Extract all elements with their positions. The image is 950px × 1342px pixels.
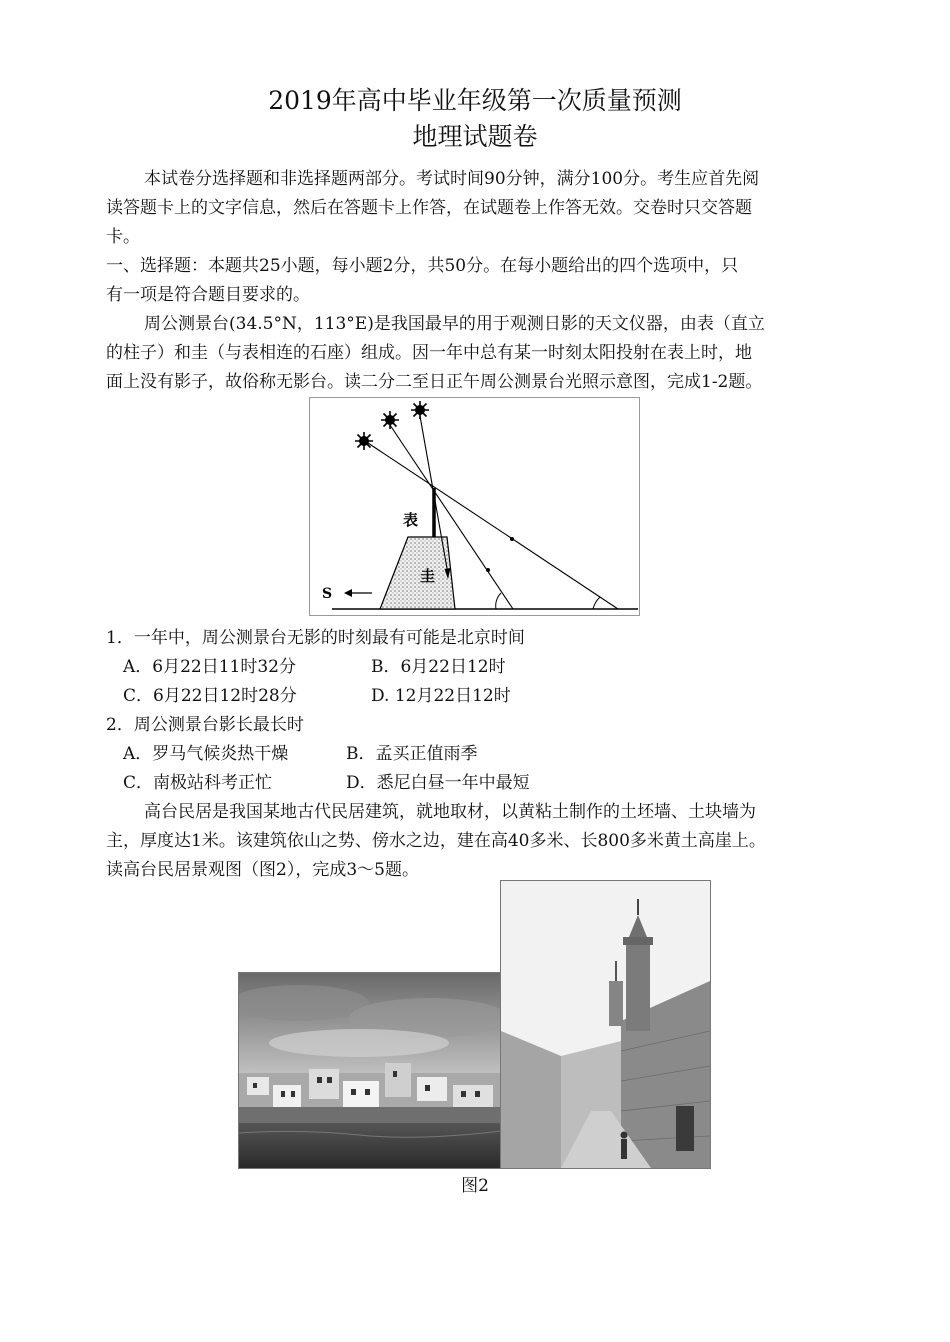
intro-line-3: 卡。	[106, 227, 140, 247]
q2-stem: 2．周公测景台影长最长时	[106, 715, 304, 735]
sun-icon	[355, 432, 373, 450]
passage1-line-2: 的柱子）和圭（与表相连的石座）组成。因一年中总有某一时刻太阳投射在表上时，地	[106, 343, 752, 363]
q1-stem: 1．一年中，周公测景台无影的时刻最有可能是北京时间	[106, 628, 525, 648]
angle-arc-1	[496, 593, 501, 609]
sun-icon	[381, 411, 399, 429]
section1-line-2: 有一项是符合题目要求的。	[106, 285, 310, 305]
ray-mark-equinox	[486, 568, 490, 572]
q1-option-a: A．6月22日11时32分	[123, 657, 296, 677]
figure2-caption: 图2	[461, 1176, 489, 1196]
label-biao: 表	[403, 511, 419, 529]
exam-title: 2019年高中毕业年级第一次质量预测	[268, 86, 682, 115]
ray-mark-winter	[510, 537, 514, 541]
passage1-line-3: 面上没有影子，故俗称无影台。读二分二至日正午周公测景台光照示意图，完成1-2题。	[106, 372, 763, 392]
sun-icon	[411, 401, 429, 419]
passage1-line-1: 周公测景台(34.5°N，113°E)是我国最早的用于观测日影的天文仪器，由表（直立	[144, 314, 765, 334]
passage2-line-2: 主，厚度达1米。该建筑依山之势、傍水之边，建在高40多米、长800多米黄土高崖上。	[106, 831, 766, 851]
intro-line-1: 本试卷分选择题和非选择题两部分。考试时间90分钟，满分100分。考生应首先阅	[144, 169, 760, 189]
q1-option-b: B．6月22日12时	[371, 657, 506, 677]
exam-subtitle: 地理试题卷	[412, 122, 538, 151]
intro-line-2: 读答题卡上的文字信息，然后在答题卡上作答，在试题卷上作答无效。交卷时只交答题	[106, 198, 752, 218]
q1-option-d: D. 12月22日12时	[371, 686, 511, 706]
q2-option-a: A．罗马气候炎热干燥	[123, 744, 289, 764]
angle-arc-2	[593, 597, 600, 609]
sunlight-diagram-svg	[310, 398, 639, 615]
label-gui: 圭	[420, 567, 436, 585]
south-arrow-head	[344, 589, 352, 597]
sunlight-diagram	[309, 397, 640, 616]
passage2-line-3: 读高台民居景观图（图2），完成3～5题。	[106, 860, 419, 880]
label-south: S	[322, 586, 333, 602]
passage2-line-1: 高台民居是我国某地古代民居建筑，就地取材，以黄粘土制作的土坯墙、土块墙为	[144, 802, 756, 822]
q2-option-d: D．悉尼白昼一年中最短	[346, 773, 530, 793]
section1-line-1: 一、选择题：本题共25小题，每小题2分，共50分。在每小题给出的四个选项中，只	[106, 256, 739, 276]
photo-old-town-landscape	[238, 972, 502, 1169]
q2-option-c: C．南极站科考正忙	[123, 773, 273, 793]
q1-option-c: C．6月22日12时28分	[123, 686, 297, 706]
photo-mosque-alley	[500, 880, 711, 1169]
q2-option-b: B．孟买正值雨季	[346, 744, 478, 764]
